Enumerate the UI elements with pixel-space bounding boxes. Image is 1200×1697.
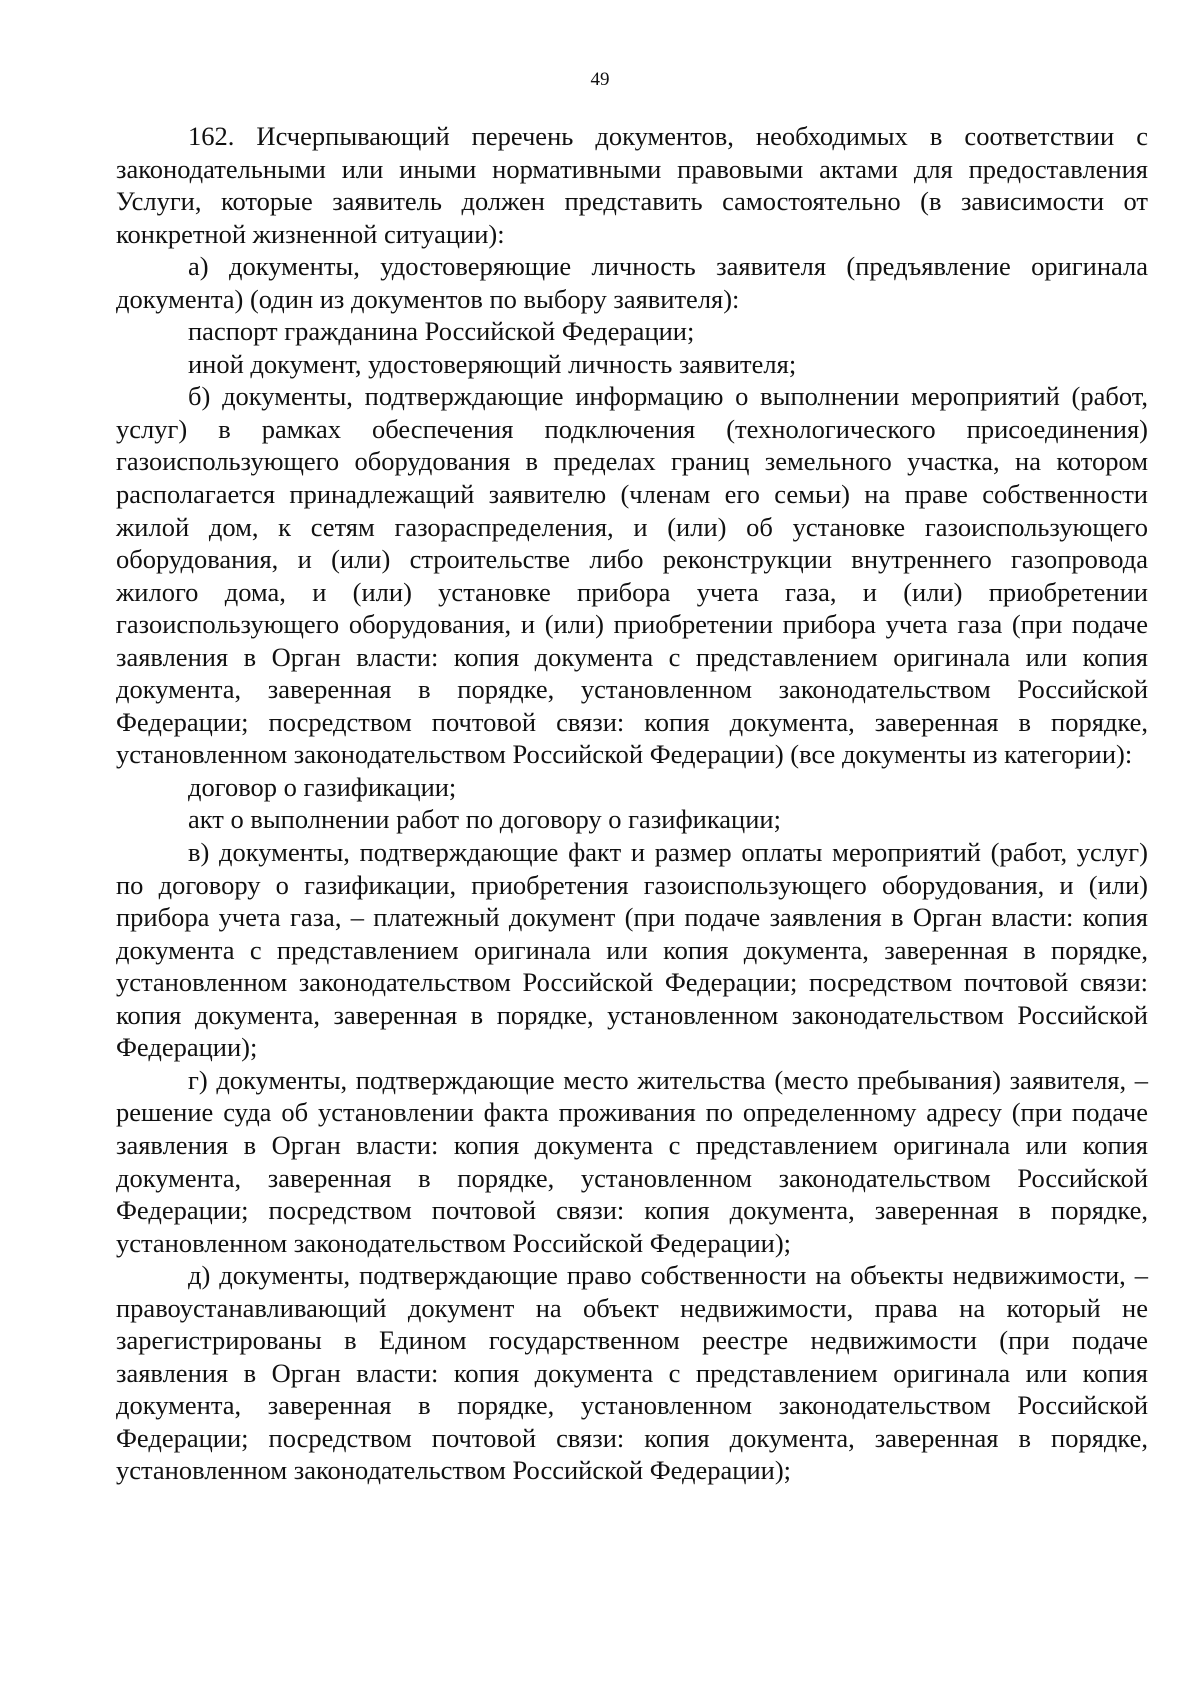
paragraph-a-other-id: иной документ, удостоверяющий личность заявителя; <box>188 348 797 379</box>
paragraph-a-passport: паспорт гражданина Российской Федерации; <box>188 316 695 347</box>
page-number: 49 <box>590 69 610 90</box>
paragraph-b-works-act: акт о выполнении работ по договору о газификации; <box>188 804 781 835</box>
document-body <box>116 120 1148 1487</box>
paragraph-b-gasification-contract: договор о газификации; <box>188 771 457 802</box>
paragraph-d-ownership-docs: д) документы, подтверждающие право собственности на объекты недвижимости, – правоустанавливающий документ на объект недвижимости, права на который не зарегистрированы в Едином государственном реестре недвижимости (при подаче заявления в Орган власти: копия документа с представлением оригинала или копия документа, заверенная в порядке, установленном законодательством Российской Федерации; посредством почтовой связи: копия документа, заверенная в порядке, установленном законодательством Российской Федерации); <box>116 1260 1148 1486</box>
paragraph-v-payment-docs: в) документы, подтверждающие факт и размер оплаты мероприятий (работ, услуг) по договору о газификации, приобретения газоиспользующего оборудования, и (или) прибора учета газа, – платежный документ (при подаче заявления в Орган власти: копия документа с представлением оригинала или копия документа, заверенная в порядке, установленном законодательством Российской Федерации; посредством почтовой связи: копия документа, заверенная в порядке, установленном законодательством Российской Федерации); <box>116 837 1148 1063</box>
paragraph-a-identity-docs: а) документы, удостоверяющие личность заявителя (предъявление оригинала документа) (один из документов по выбору заявителя): <box>116 251 1148 314</box>
paragraph-b-works-docs: б) документы, подтверждающие информацию о выполнении мероприятий (работ, услуг) в рамках обеспечения подключения (технологического присоединения) газоиспользующего оборудования в пределах границ земельного участка, на котором располагается принадлежащий заявителю (членам его семьи) на праве собственности жилой дом, к сетям газораспределения, и (или) об установке газоиспользующего оборудования, и (или) строительстве либо реконструкции внутреннего газопровода жилого дома, и (или) установке прибора учета газа, и (или) приобретении газоиспользующего оборудования, и (или) приобретении прибора учета газа (при подаче заявления в Орган власти: копия документа с представлением оригинала или копия документа, заверенная в порядке, установленном законодательством Российской Федерации; посредством почтовой связи: копия документа, заверенная в порядке, установленном законодательством Российской Федерации) (все документы из категории): <box>116 381 1148 770</box>
paragraph-g-residence-docs: г) документы, подтверждающие место жительства (место пребывания) заявителя, – решение суда об установлении факта проживания по определенному адресу (при подаче заявления в Орган власти: копия документа с представлением оригинала или копия документа, заверенная в порядке, установленном законодательством Российской Федерации; посредством почтовой связи: копия документа, заверенная в порядке, установленном законодательством Российской Федерации); <box>116 1064 1148 1258</box>
paragraph-162-intro: 162. Исчерпывающий перечень документов, необходимых в соответствии с законодательными или иными нормативными правовыми актами для предоставления Услуги, которые заявитель должен представить самостоятельно (в зависимости от конкретной жизненной ситуации): <box>116 121 1148 249</box>
